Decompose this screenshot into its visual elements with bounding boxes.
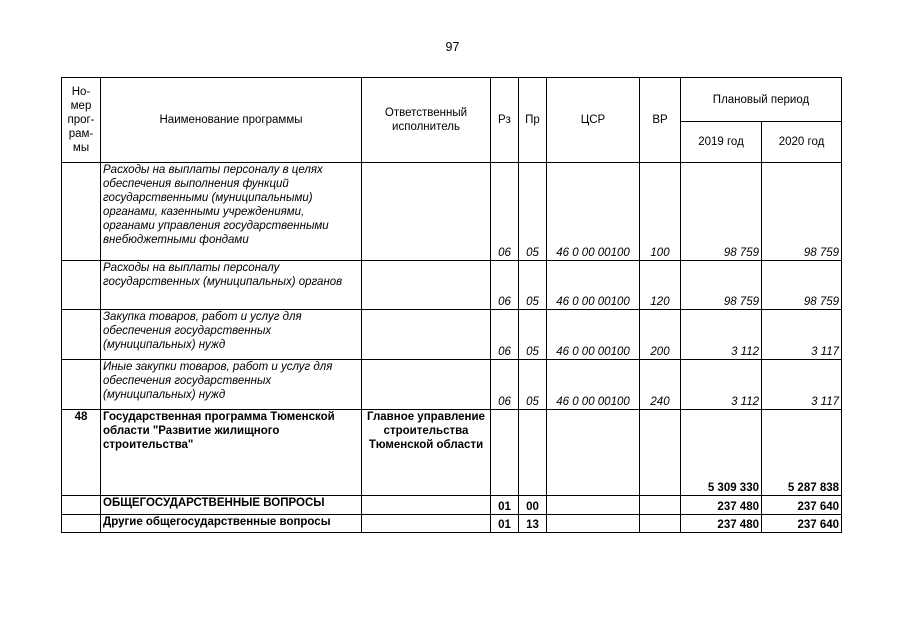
row-csr [547, 496, 640, 515]
row-value-2020: 237 640 [762, 496, 842, 515]
row-vr [640, 410, 681, 496]
table-row-program [62, 410, 842, 496]
table-row [62, 163, 842, 261]
header-year-2019: 2019 год [681, 122, 762, 163]
row-value-2020: 3 117 [762, 360, 842, 410]
row-vr: 200 [640, 310, 681, 360]
header-pr: Пр [519, 78, 547, 163]
header-year-2020: 2020 год [762, 122, 842, 163]
row-csr: 46 0 00 00100 [547, 163, 640, 261]
row-pr [519, 410, 547, 496]
row-name: Закупка товаров, работ и услуг для обеспечения государственных (муниципальных) нужд [101, 310, 362, 360]
row-value-2020: 3 117 [762, 310, 842, 360]
row-name: ОБЩЕГОСУДАРСТВЕННЫЕ ВОПРОСЫ [101, 496, 362, 515]
header-executor: Ответственный исполнитель [362, 78, 491, 163]
row-program-number [62, 515, 101, 533]
row-value-2020: 237 640 [762, 515, 842, 533]
row-vr: 100 [640, 163, 681, 261]
row-value-2019: 3 112 [681, 360, 762, 410]
row-program-number [62, 261, 101, 310]
row-csr [547, 515, 640, 533]
row-value-2020: 98 759 [762, 261, 842, 310]
row-executor [362, 163, 491, 261]
row-rz: 01 [491, 496, 519, 515]
header-plan-period: Плановый период [681, 78, 842, 122]
row-csr: 46 0 00 00100 [547, 360, 640, 410]
row-value-2019: 98 759 [681, 261, 762, 310]
row-pr: 05 [519, 360, 547, 410]
header-csr: ЦСР [547, 78, 640, 163]
row-pr: 00 [519, 496, 547, 515]
row-rz: 06 [491, 310, 519, 360]
row-executor [362, 261, 491, 310]
row-vr [640, 496, 681, 515]
row-value-2019: 237 480 [681, 496, 762, 515]
row-value-2020: 98 759 [762, 163, 842, 261]
page-number: 97 [445, 40, 460, 54]
row-csr: 46 0 00 00100 [547, 261, 640, 310]
row-name: Государственная программа Тюменской области "Развитие жилищного строительства" [101, 410, 362, 496]
row-executor [362, 310, 491, 360]
table-row-subsection [62, 515, 842, 533]
budget-table [61, 77, 842, 533]
header-vr: ВР [640, 78, 681, 163]
header-rz: Рз [491, 78, 519, 163]
table-row [62, 310, 842, 360]
row-name: Иные закупки товаров, работ и услуг для обеспечения государственных (муниципальных) нужд [101, 360, 362, 410]
row-program-number: 48 [62, 410, 101, 496]
table-row-section [62, 496, 842, 515]
table-row [62, 261, 842, 310]
row-value-2019: 98 759 [681, 163, 762, 261]
row-pr: 13 [519, 515, 547, 533]
row-csr: 46 0 00 00100 [547, 310, 640, 360]
row-value-2020: 5 287 838 [762, 410, 842, 496]
row-vr: 240 [640, 360, 681, 410]
header-program-number: Но- мер прог- рам- мы [62, 78, 101, 163]
row-csr [547, 410, 640, 496]
header-program-name: Наименование программы [101, 78, 362, 163]
row-name: Расходы на выплаты персоналу в целях обеспечения выполнения функций государственными (муниципальными) органами, казенными учреждениями, органами управления государственными внебюджетными фондами [101, 163, 362, 261]
row-program-number [62, 360, 101, 410]
row-rz: 01 [491, 515, 519, 533]
row-value-2019: 5 309 330 [681, 410, 762, 496]
row-vr [640, 515, 681, 533]
row-executor: Главное управление строительства Тюменской области [362, 410, 491, 496]
table-row [62, 360, 842, 410]
row-rz [491, 410, 519, 496]
row-program-number [62, 163, 101, 261]
row-pr: 05 [519, 163, 547, 261]
row-pr: 05 [519, 310, 547, 360]
row-executor [362, 496, 491, 515]
row-program-number [62, 310, 101, 360]
row-rz: 06 [491, 163, 519, 261]
row-value-2019: 237 480 [681, 515, 762, 533]
row-value-2019: 3 112 [681, 310, 762, 360]
row-rz: 06 [491, 360, 519, 410]
row-executor [362, 360, 491, 410]
row-executor [362, 515, 491, 533]
row-program-number [62, 496, 101, 515]
row-rz: 06 [491, 261, 519, 310]
row-name: Другие общегосударственные вопросы [101, 515, 362, 533]
row-pr: 05 [519, 261, 547, 310]
row-name: Расходы на выплаты персоналу государственных (муниципальных) органов [101, 261, 362, 310]
row-vr: 120 [640, 261, 681, 310]
